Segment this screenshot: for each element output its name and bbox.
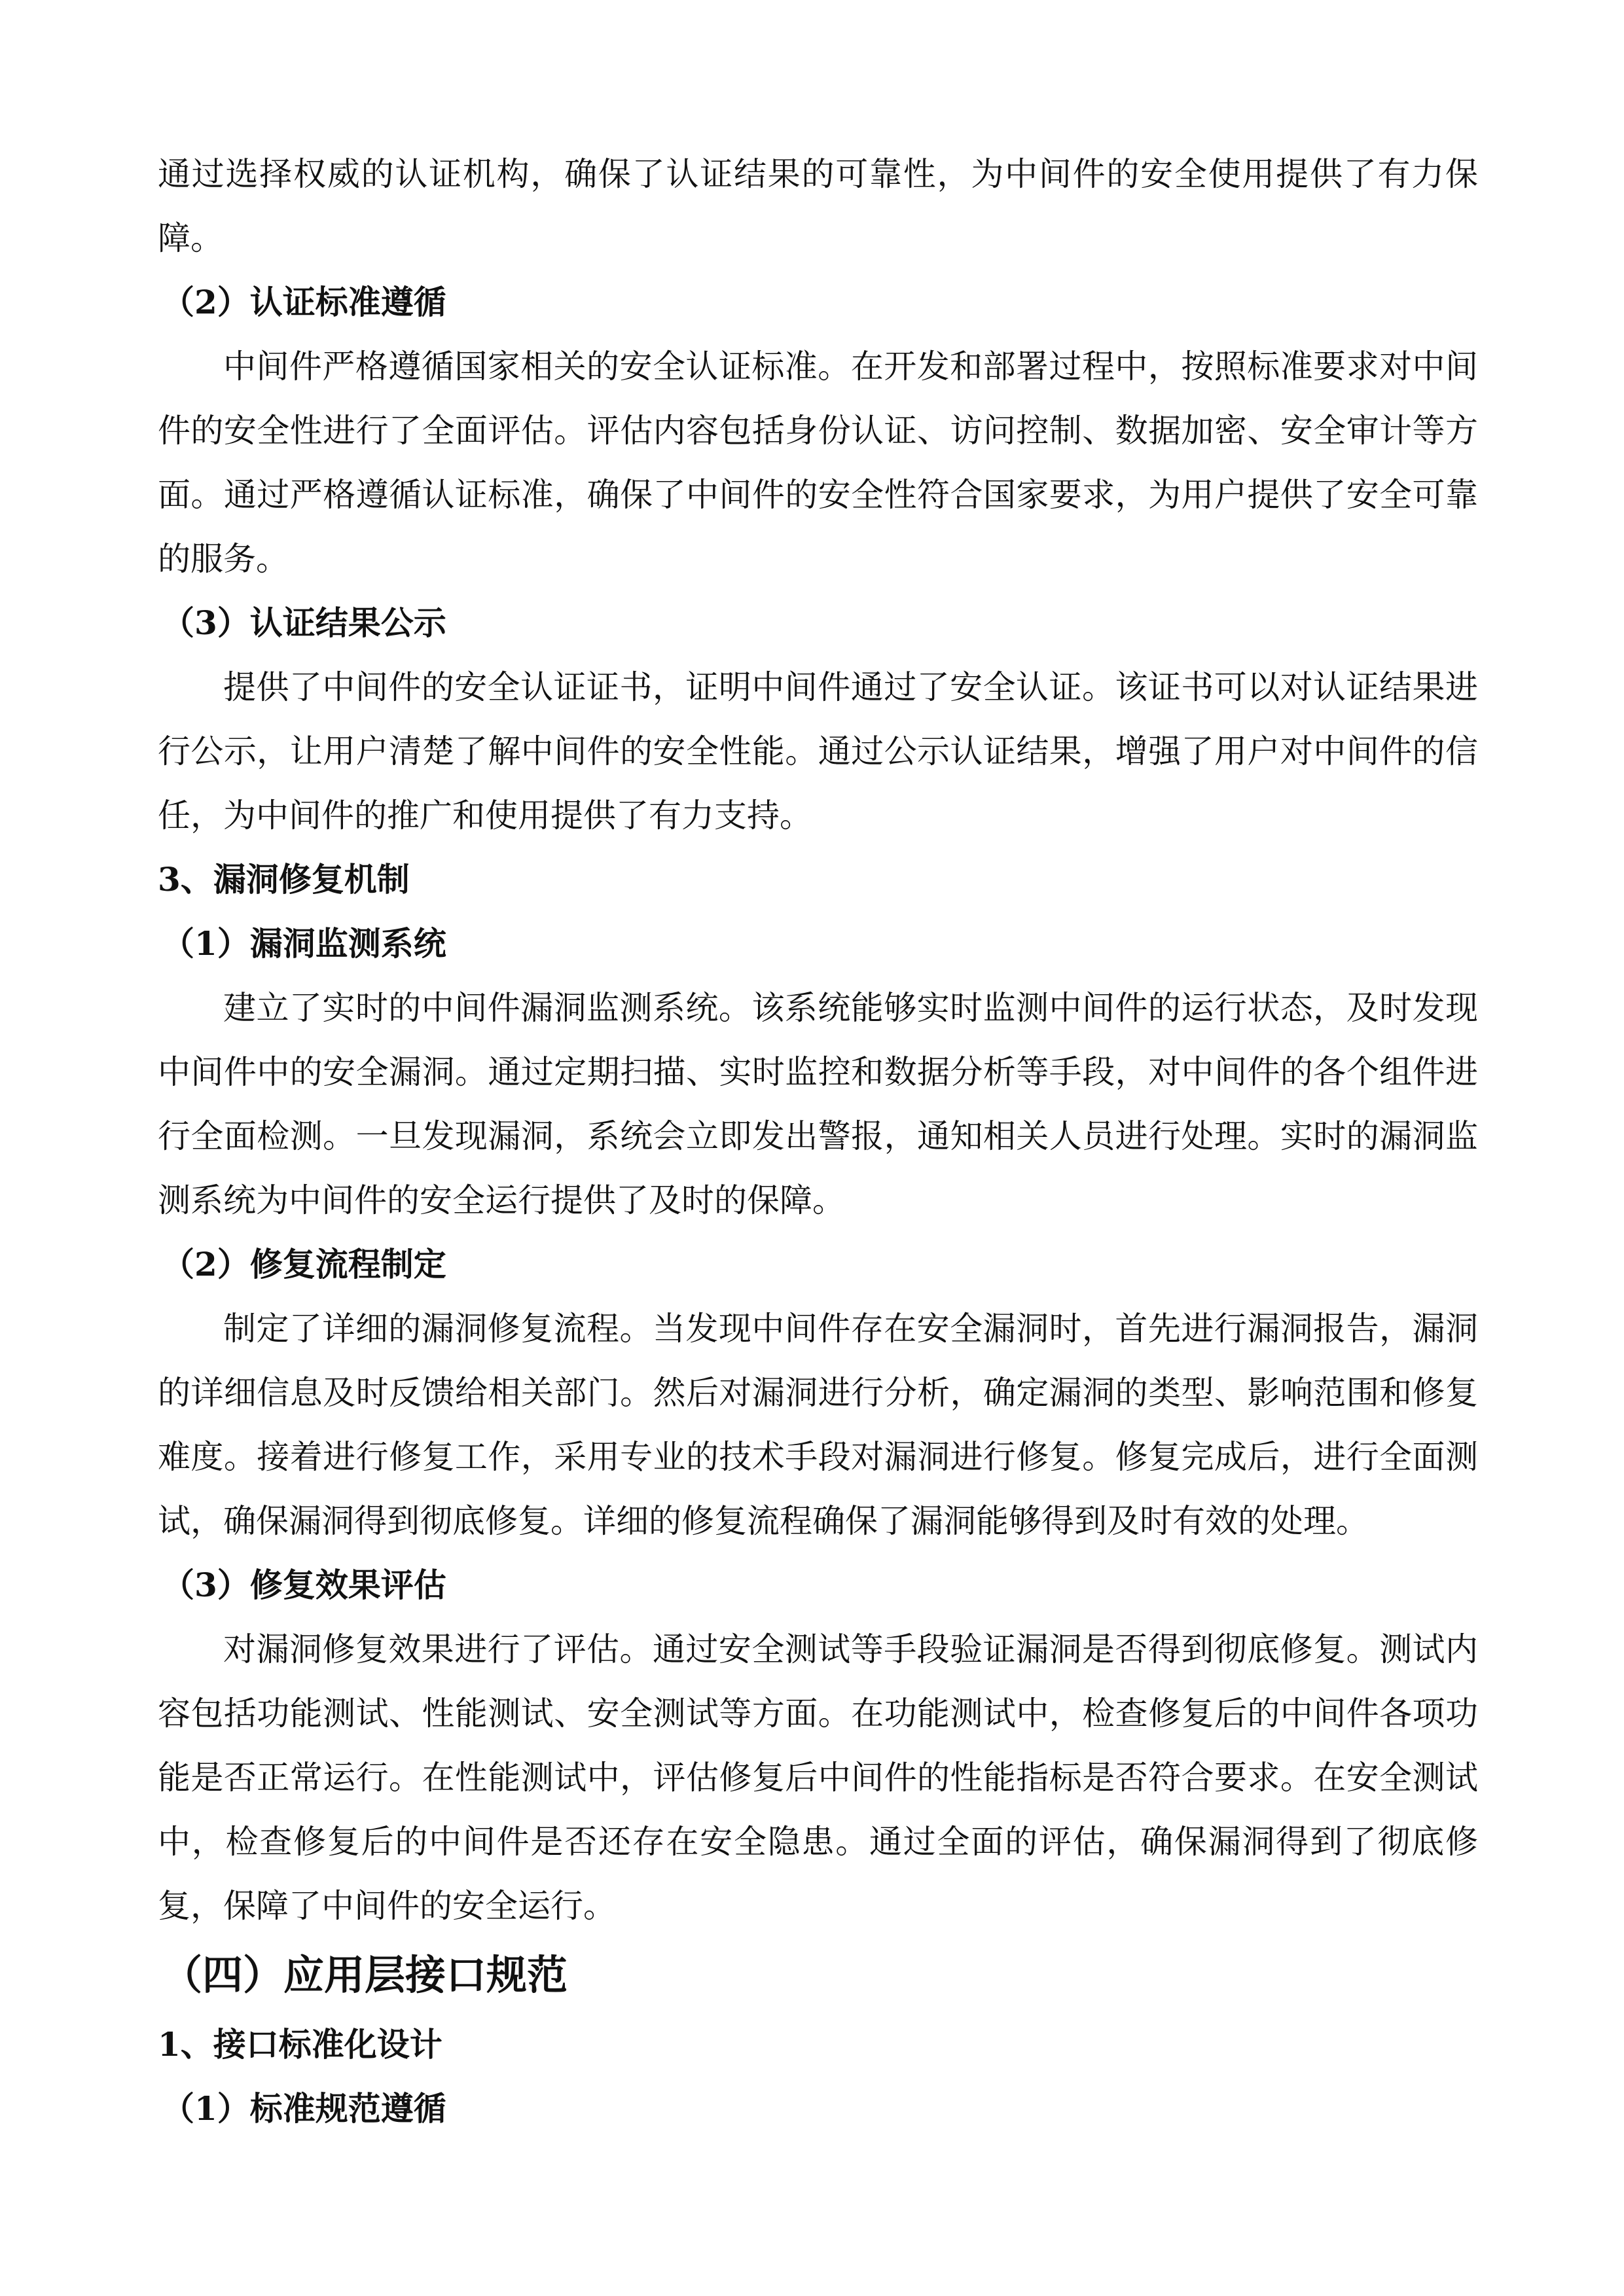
paragraph-line: 提供了中间件的安全认证证书，证明中间件通过了安全认证。该证书可以对认证结果进 [223, 668, 1478, 706]
paragraph-line: 行全面检测。一旦发现漏洞，系统会立即发出警报，通知相关人员进行处理。实时的漏洞监 [158, 1117, 1478, 1155]
subsection-heading: （1）漏洞监测系统 [162, 924, 446, 963]
paragraph-line: 制定了详细的漏洞修复流程。当发现中间件存在安全漏洞时，首先进行漏洞报告，漏洞 [223, 1310, 1478, 1348]
paragraph-line: 测系统为中间件的安全运行提供了及时的保障。 [158, 1181, 845, 1219]
paragraph [158, 1617, 1478, 1938]
paragraph-line: 件的安全性进行了全面评估。评估内容包括身份认证、访问控制、数据加密、安全审计等方 [158, 412, 1478, 450]
paragraph-line: 面。通过严格遵循认证标准，确保了中间件的安全性符合国家要求，为用户提供了安全可靠 [158, 476, 1478, 514]
section-heading: （四）应用层接口规范 [162, 1951, 568, 1999]
paragraph-line: 试，确保漏洞得到彻底修复。详细的修复流程确保了漏洞能够得到及时有效的处理。 [158, 1502, 1369, 1540]
paragraph-line: 通过选择权威的认证机构，确保了认证结果的可靠性，为中间件的安全使用提供了有力保 [158, 155, 1478, 193]
subsection-heading: （2）认证标准遵循 [162, 283, 446, 321]
paragraph [158, 1297, 1478, 1553]
paragraph-line: 任，为中间件的推广和使用提供了有力支持。 [158, 797, 812, 834]
paragraph-line: 行公示，让用户清楚了解中间件的安全性能。通过公示认证结果，增强了用户对中间件的信 [158, 732, 1478, 770]
numbered-heading: 3、漏洞修复机制 [158, 860, 410, 899]
paragraph [158, 334, 1478, 591]
paragraph-line: 对漏洞修复效果进行了评估。通过安全测试等手段验证漏洞是否得到彻底修复。测试内 [223, 1630, 1478, 1668]
paragraph-line: 的详细信息及时反馈给相关部门。然后对漏洞进行分析，确定漏洞的类型、影响范围和修复 [158, 1374, 1478, 1412]
subsection-heading: （3）认证结果公示 [162, 603, 446, 642]
paragraph-line: 的服务。 [158, 540, 289, 578]
paragraph [158, 142, 1478, 270]
subsection-heading: （1）标准规范遵循 [162, 2089, 446, 2128]
paragraph-line: 中间件中的安全漏洞。通过定期扫描、实时监控和数据分析等手段，对中间件的各个组件进 [158, 1053, 1478, 1091]
subsection-heading: （3）修复效果评估 [162, 1566, 446, 1604]
paragraph-line: 能是否正常运行。在性能测试中，评估修复后中间件的性能指标是否符合要求。在安全测试 [158, 1759, 1478, 1797]
subsection-heading: （2）修复流程制定 [162, 1245, 446, 1283]
paragraph-line: 难度。接着进行修复工作，采用专业的技术手段对漏洞进行修复。修复完成后，进行全面测 [158, 1438, 1478, 1476]
paragraph [158, 655, 1478, 848]
paragraph-line: 中间件严格遵循国家相关的安全认证标准。在开发和部署过程中，按照标准要求对中间 [223, 348, 1478, 386]
paragraph-line: 容包括功能测试、性能测试、安全测试等方面。在功能测试中，检查修复后的中间件各项功 [158, 1695, 1478, 1732]
paragraph-line: 中，检查修复后的中间件是否还存在安全隐患。通过全面的评估，确保漏洞得到了彻底修 [158, 1823, 1478, 1861]
paragraph-line: 建立了实时的中间件漏洞监测系统。该系统能够实时监测中间件的运行状态，及时发现 [223, 989, 1478, 1027]
numbered-heading: 1、接口标准化设计 [158, 2025, 442, 2064]
document-page [158, 142, 1478, 2141]
paragraph [158, 976, 1478, 1232]
paragraph-line: 复，保障了中间件的安全运行。 [158, 1887, 616, 1925]
paragraph-line: 障。 [158, 219, 223, 257]
